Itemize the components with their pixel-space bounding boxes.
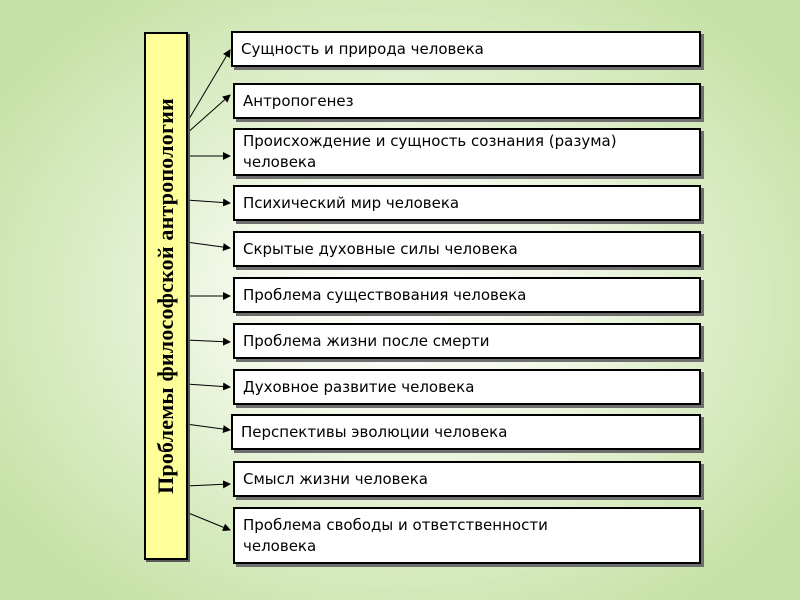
item-label: Психический мир человека	[243, 194, 460, 212]
item-box-1	[231, 31, 701, 67]
item-label: Смысл жизни человека	[243, 470, 428, 488]
category-label: Проблемы философской антропологии	[153, 98, 178, 494]
item-box-8	[233, 369, 701, 405]
item-box-5	[233, 231, 701, 267]
item-box-7	[233, 323, 701, 359]
arrow-item-8	[186, 384, 230, 387]
item-box-11	[233, 507, 701, 564]
arrow-item-5	[186, 242, 230, 248]
item-box-6	[233, 277, 701, 313]
arrow-item-4	[186, 200, 230, 203]
item-label: Проблема существования человека	[243, 286, 527, 304]
item-box-4	[233, 185, 701, 221]
item-label: Антропогенез	[243, 92, 354, 110]
arrow-item-1	[186, 50, 230, 124]
item-label: Происхождение и сущность сознания (разума) человека	[243, 132, 617, 171]
arrow-item-10	[186, 484, 230, 486]
category-box	[144, 32, 188, 560]
arrow-item-7	[186, 340, 230, 342]
item-label: Перспективы эволюции человека	[241, 423, 508, 441]
arrow-item-2	[186, 95, 230, 134]
item-box-10	[233, 461, 701, 497]
item-box-2	[233, 83, 701, 119]
item-box-3	[233, 128, 701, 176]
item-label: Проблема жизни после смерти	[243, 332, 490, 350]
item-label: Сущность и природа человека	[241, 40, 484, 58]
item-box-9	[231, 414, 701, 450]
item-label: Скрытые духовные силы человека	[243, 240, 518, 258]
arrow-item-11	[186, 512, 230, 530]
item-label: Духовное развитие человека	[243, 378, 475, 396]
item-label: Проблема свободы и ответственности человека	[243, 515, 548, 555]
arrow-item-9	[186, 424, 230, 430]
